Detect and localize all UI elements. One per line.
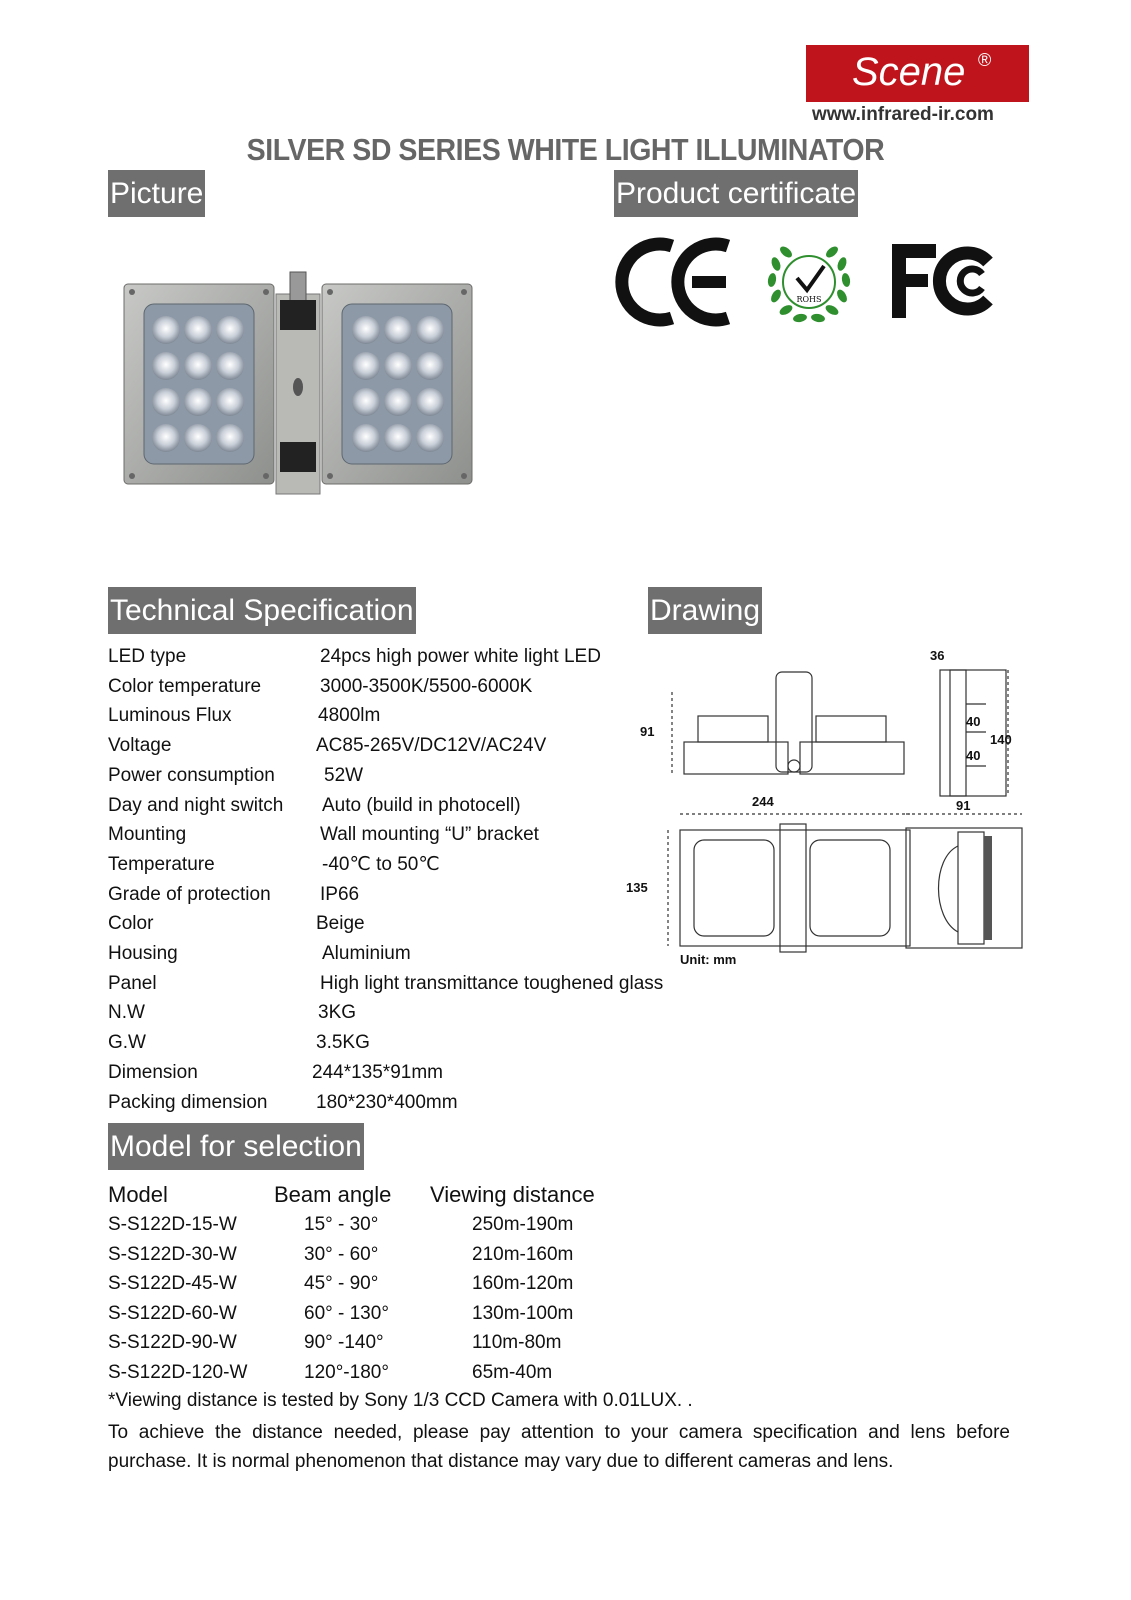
dim-40-b: 40 [966, 748, 981, 763]
spec-value: IP66 [320, 883, 360, 905]
footnote: *Viewing distance is tested by Sony 1/3 CCD Camera with 0.01LUX. . [108, 1390, 693, 1411]
dim-140: 140 [990, 732, 1012, 747]
website-url: www.infrared-ir.com [812, 104, 994, 125]
product-photo [120, 272, 500, 502]
spec-value: 3KG [318, 1002, 357, 1024]
dim-135: 135 [626, 880, 648, 895]
registered-mark: ® [978, 50, 992, 70]
spec-label: Temperature [108, 853, 215, 875]
viewing-distance: 130m-100m [472, 1302, 574, 1324]
spec-label: Luminous Flux [108, 705, 232, 727]
viewing-distance: 210m-160m [472, 1243, 574, 1265]
spec-label: Dimension [108, 1061, 198, 1083]
spec-label: Color [108, 913, 154, 935]
dim-91-top: 91 [640, 724, 655, 739]
model-code: S-S122D-90-W [108, 1332, 237, 1354]
beam-angle: 60° - 130° [304, 1302, 389, 1324]
spec-value: Aluminium [322, 943, 411, 964]
section-certificate: Product certificate [614, 170, 858, 217]
spec-label: Packing dimension [108, 1091, 268, 1113]
spec-value: Beige [316, 913, 365, 935]
spec-label: Power consumption [108, 764, 275, 786]
spec-label: Day and night switch [108, 794, 284, 816]
section-tech-spec: Technical Specification [108, 587, 416, 634]
section-models: Model for selection [108, 1123, 364, 1170]
spec-label: Grade of protection [108, 883, 271, 905]
viewing-distance: 110m-80m [472, 1332, 562, 1354]
purchase-advice: To achieve the distance needed, please pay attention to your camera specification and lens before purchase. It is normal phenomenon that distance may vary due to different cameras and lens. [108, 1422, 1010, 1472]
dim-36: 36 [930, 648, 945, 663]
beam-angle: 120°-180° [304, 1362, 389, 1383]
model-code: S-S122D-15-W [108, 1214, 237, 1235]
spec-value: 3000-3500K/5500-6000K [320, 675, 533, 697]
rohs-text: ROHS [796, 295, 822, 304]
model-header-distance: Viewing distance [430, 1182, 595, 1207]
spec-label: Mounting [108, 824, 187, 846]
unit-label: Unit: mm [680, 952, 737, 967]
model-code: S-S122D-45-W [108, 1273, 237, 1295]
spec-value: 3.5KG [316, 1032, 370, 1054]
spec-value: 244*135*91mm [312, 1061, 443, 1083]
dim-40-a: 40 [966, 714, 981, 729]
spec-label: Color temperature [108, 675, 262, 697]
spec-label: LED type [108, 646, 187, 667]
rohs-wreath-icon [762, 236, 856, 328]
spec-label: Panel [108, 972, 157, 994]
model-header-beam: Beam angle [274, 1182, 392, 1207]
viewing-distance: 65m-40m [472, 1362, 553, 1383]
spec-value: Auto (build in photocell) [322, 794, 521, 816]
spec-label: Voltage [108, 735, 172, 757]
model-code: S-S122D-60-W [108, 1302, 237, 1324]
model-code: S-S122D-120-W [108, 1362, 248, 1383]
spec-value: AC85-265V/DC12V/AC24V [316, 735, 547, 757]
spec-value: 4800lm [318, 705, 381, 727]
beam-angle: 45° - 90° [304, 1273, 379, 1295]
model-header-model: Model [108, 1182, 168, 1207]
spec-value: Wall mounting “U” bracket [320, 824, 539, 846]
spec-value: High light transmittance toughened glass [320, 972, 664, 994]
section-picture: Picture [108, 170, 205, 217]
beam-angle: 90° -140° [304, 1332, 384, 1354]
spec-value: 24pcs high power white light LED [320, 646, 601, 667]
spec-value: 180*230*400mm [316, 1091, 458, 1113]
beam-angle: 30° - 60° [304, 1243, 379, 1265]
dimension-drawing [626, 648, 1040, 978]
spec-label: N.W [108, 1002, 145, 1024]
viewing-distance: 160m-120m [472, 1273, 574, 1295]
spec-label: Housing [108, 943, 178, 964]
logo-text: Scene [852, 50, 966, 94]
dim-91-bottom: 91 [956, 798, 971, 813]
spec-label: G.W [108, 1032, 146, 1054]
viewing-distance: 250m-190m [472, 1214, 574, 1235]
document-title: SILVER SD SERIES WHITE LIGHT ILLUMINATOR [246, 132, 885, 167]
spec-value: -40℃ to 50℃ [322, 853, 440, 875]
beam-angle: 15° - 30° [304, 1214, 379, 1235]
section-drawing: Drawing [648, 587, 762, 634]
spec-value: 52W [324, 764, 364, 786]
dim-244: 244 [752, 794, 774, 809]
brand-logo [806, 45, 1029, 102]
ce-mark-icon [620, 240, 736, 324]
model-code: S-S122D-30-W [108, 1243, 237, 1265]
fcc-mark-icon [890, 242, 1002, 320]
